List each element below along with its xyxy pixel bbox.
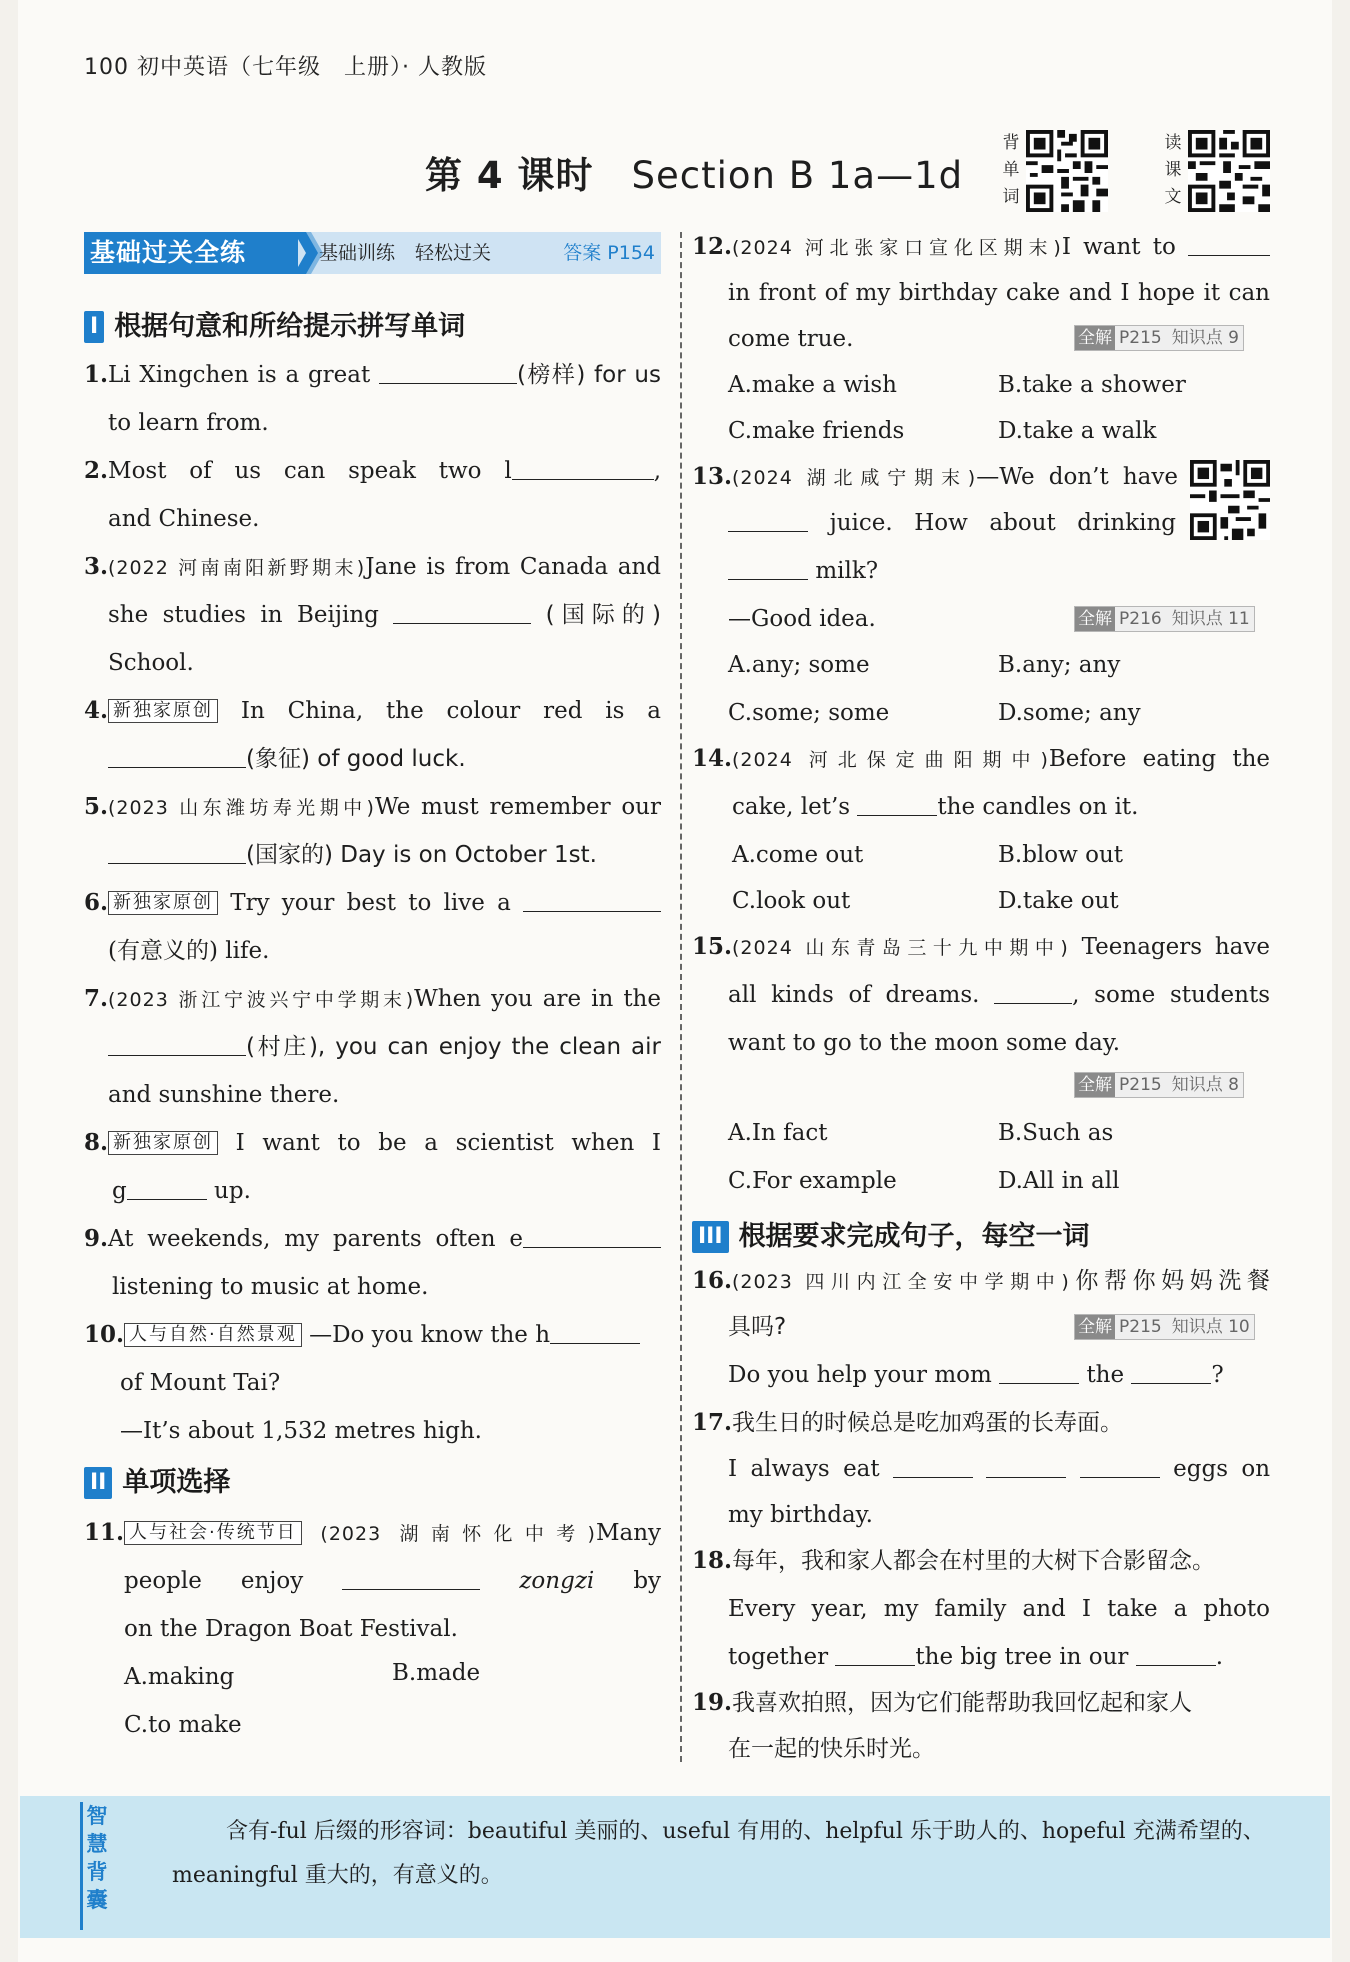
qr-code-icon bbox=[1188, 130, 1270, 212]
question-5-line-2: (国家的) Day is on October 1st. bbox=[108, 840, 597, 870]
answer-blank[interactable] bbox=[1188, 233, 1270, 256]
section-title: Section B 1a—1d bbox=[631, 154, 964, 197]
question-2-line-2: and Chinese. bbox=[108, 506, 260, 532]
option-13-b[interactable]: B.any; any bbox=[998, 652, 1121, 678]
question-15-line-2: all kinds of dreams. , some students bbox=[728, 982, 1270, 1008]
option-15-b[interactable]: B.Such as bbox=[998, 1120, 1114, 1146]
qr-label-words: 背 单 词 bbox=[1002, 133, 1020, 207]
question-18-line-3: together the big tree in our . bbox=[728, 1644, 1224, 1670]
question-17-line-3: my birthday. bbox=[728, 1502, 873, 1528]
question-3-line-1: 3.(2022 河南南阳新野期末)Jane is from Canada and bbox=[84, 553, 661, 580]
question-13-line-1: 13.(2024 湖北咸宁期末)—We don’t have bbox=[692, 463, 1178, 490]
question-1-line-2: to learn from. bbox=[108, 410, 269, 436]
question-13-line-4: —Good idea. bbox=[728, 606, 876, 632]
question-11-line-1: 11. 人与社会·传统节日 (2023 湖南怀化中考)Many bbox=[84, 1519, 661, 1546]
banner-subtitle: 基础训练 轻松过关 bbox=[319, 242, 492, 264]
column-divider bbox=[680, 232, 682, 1762]
tip-line-2: meaningful 重大的，有意义的。 bbox=[172, 1863, 503, 1888]
answer-blank[interactable] bbox=[393, 601, 531, 624]
question-6-line-2: (有意义的) life. bbox=[108, 938, 270, 964]
question-4-line-1: 4. 新独家原创 In China, the colour red is a bbox=[84, 697, 661, 724]
question-18-line-1: 18.每年，我和家人都会在村里的大树下合影留念。 bbox=[692, 1547, 1216, 1574]
option-15-d[interactable]: D.All in all bbox=[998, 1168, 1120, 1194]
answer-page-ref[interactable]: 答案 P154 bbox=[563, 242, 655, 264]
option-14-c[interactable]: C.look out bbox=[732, 888, 851, 914]
question-19-line-2: 在一起的快乐时光。 bbox=[728, 1736, 935, 1762]
answer-blank[interactable] bbox=[728, 557, 808, 580]
option-13-d[interactable]: D.some; any bbox=[998, 700, 1141, 726]
banner-label: 基础过关全练 bbox=[84, 232, 298, 274]
question-13-line-2: juice. How about drinking bbox=[728, 508, 1176, 538]
answer-blank[interactable] bbox=[379, 361, 517, 384]
question-16-line-2: 具吗? bbox=[728, 1314, 787, 1340]
answer-blank[interactable] bbox=[523, 1225, 661, 1248]
tip-line-1: 含有-ful 后缀的形容词：beautiful 美丽的、useful 有用的、helpful 乐于助人的、hopeful 充满希望的、 bbox=[226, 1819, 1265, 1844]
answer-blank[interactable] bbox=[108, 745, 246, 768]
answer-blank[interactable] bbox=[512, 457, 654, 480]
question-7-line-3: and sunshine there. bbox=[108, 1082, 340, 1108]
section-heading-3: III 根据要求完成句子，每空一词 bbox=[692, 1214, 1090, 1253]
tag-topic: 人与自然·自然景观 bbox=[124, 1323, 302, 1347]
question-7-line-1: 7.(2023 浙江宁波兴宁中学期末)When you are in the bbox=[84, 985, 661, 1012]
reference-badge[interactable]: 全解 P215 知识点 8 bbox=[1074, 1072, 1244, 1098]
option-14-d[interactable]: D.take out bbox=[998, 888, 1119, 914]
question-17-line-2: I always eat eggs on bbox=[728, 1456, 1270, 1482]
question-9-line-1: 9.At weekends, my parents often e bbox=[84, 1224, 661, 1254]
answer-blank[interactable] bbox=[127, 1177, 207, 1200]
lesson-title bbox=[425, 145, 963, 199]
reference-badge[interactable]: 全解 P216 知识点 11 bbox=[1074, 606, 1255, 632]
qr-code-question-13[interactable] bbox=[1190, 460, 1270, 540]
tag-original: 新独家原创 bbox=[108, 891, 218, 915]
tag-topic: 人与社会·传统节日 bbox=[124, 1521, 302, 1545]
option-12-a[interactable]: A.make a wish bbox=[728, 372, 897, 398]
question-1-line-1: 1.Li Xingchen is a great (榜样) for us bbox=[84, 361, 661, 388]
option-15-a[interactable]: A.In fact bbox=[728, 1120, 828, 1146]
answer-blank[interactable] bbox=[1080, 1455, 1160, 1478]
question-7-line-2: (村庄), you can enjoy the clean air bbox=[108, 1032, 661, 1062]
question-18-line-2: Every year, my family and I take a photo bbox=[728, 1596, 1270, 1622]
question-8-line-2: g up. bbox=[112, 1178, 251, 1204]
option-11-a[interactable]: A.making bbox=[124, 1664, 235, 1690]
qr-code-text[interactable] bbox=[1188, 130, 1270, 212]
qr-code-icon bbox=[1190, 460, 1270, 540]
tip-box-label: 智 慧 背 囊 bbox=[80, 1802, 111, 1930]
question-12-line-1: 12.(2024 河北张家口宣化区期末)I want to bbox=[692, 232, 1270, 262]
answer-blank[interactable] bbox=[108, 841, 246, 864]
qr-code-words[interactable] bbox=[1026, 130, 1108, 212]
question-10-line-1: 10. 人与自然·自然景观 —Do you know the h bbox=[84, 1320, 640, 1350]
question-17-line-1: 17.我生日的时候总是吃加鸡蛋的长寿面。 bbox=[692, 1409, 1124, 1436]
answer-blank[interactable] bbox=[523, 889, 661, 912]
tag-original: 新独家原创 bbox=[108, 699, 218, 723]
answer-blank[interactable] bbox=[999, 1361, 1079, 1384]
question-5-line-1: 5.(2023 山东潍坊寿光期中)We must remember our bbox=[84, 793, 661, 820]
question-14-line-2: cake, let’s the candles on it. bbox=[732, 794, 1139, 820]
section-heading-1: I 根据句意和所给提示拼写单词 bbox=[84, 304, 465, 343]
option-11-b[interactable]: B.made bbox=[392, 1660, 481, 1686]
option-14-b[interactable]: B.blow out bbox=[998, 842, 1124, 868]
question-4-line-2: (象征) of good luck. bbox=[108, 744, 466, 774]
question-13-line-3: milk? bbox=[728, 556, 878, 586]
answer-blank[interactable] bbox=[994, 981, 1072, 1004]
option-15-c[interactable]: C.For example bbox=[728, 1168, 897, 1194]
option-13-a[interactable]: A.any; some bbox=[728, 652, 870, 678]
question-11-line-2: people enjoy zongzi by bbox=[124, 1568, 661, 1594]
lesson-number: 第 4 课时 bbox=[425, 154, 594, 197]
question-2-line-1: 2.Most of us can speak two l , bbox=[84, 457, 661, 484]
reference-badge[interactable]: 全解 P215 知识点 9 bbox=[1074, 325, 1244, 351]
question-12-line-3: come true. bbox=[728, 326, 854, 352]
tag-original: 新独家原创 bbox=[108, 1131, 218, 1155]
question-15-line-1: 15.(2024 山东青岛三十九中期中) Teenagers have bbox=[692, 933, 1270, 960]
question-6-line-1: 6. 新独家原创 Try your best to live a bbox=[84, 888, 661, 918]
question-10-line-2: of Mount Tai? bbox=[120, 1370, 281, 1396]
question-12-line-2: in front of my birthday cake and I hope it can bbox=[728, 280, 1270, 306]
question-10-line-3: —It’s about 1,532 metres high. bbox=[120, 1418, 482, 1444]
answer-blank[interactable] bbox=[986, 1455, 1066, 1478]
tip-box bbox=[20, 1796, 1330, 1938]
option-14-a[interactable]: A.come out bbox=[732, 842, 864, 868]
qr-code-icon bbox=[1026, 130, 1108, 212]
answer-blank[interactable] bbox=[1131, 1361, 1211, 1384]
answer-blank[interactable] bbox=[893, 1455, 973, 1478]
section-heading-2: II 单项选择 bbox=[84, 1460, 230, 1499]
question-16-line-1: 16.(2023 四川内江全安中学期中)你帮你妈妈洗餐 bbox=[692, 1267, 1270, 1294]
question-14-line-1: 14.(2024 河北保定曲阳期中)Before eating the bbox=[692, 745, 1270, 772]
option-11-c[interactable]: C.to make bbox=[124, 1712, 242, 1738]
question-11-line-3: on the Dragon Boat Festival. bbox=[124, 1616, 458, 1642]
running-header: 100 初中英语（七年级 上册）· 人教版 bbox=[84, 55, 487, 80]
question-3-line-2: she studies in Beijing (国际的) bbox=[108, 602, 661, 628]
answer-blank[interactable] bbox=[342, 1567, 480, 1590]
answer-blank[interactable] bbox=[857, 793, 937, 816]
option-12-c[interactable]: C.make friends bbox=[728, 418, 905, 444]
answer-blank[interactable] bbox=[835, 1643, 915, 1666]
question-9-line-2: listening to music at home. bbox=[112, 1274, 429, 1300]
qr-label-text: 读 课 文 bbox=[1164, 133, 1182, 207]
option-13-c[interactable]: C.some; some bbox=[728, 700, 890, 726]
answer-blank[interactable] bbox=[108, 1033, 246, 1056]
question-15-line-3: want to go to the moon some day. bbox=[728, 1030, 1121, 1056]
question-16-line-3: Do you help your mom the ? bbox=[728, 1362, 1224, 1388]
answer-blank[interactable] bbox=[1136, 1643, 1216, 1666]
answer-blank[interactable] bbox=[550, 1321, 640, 1344]
answer-blank[interactable] bbox=[728, 509, 808, 532]
option-12-d[interactable]: D.take a walk bbox=[998, 418, 1157, 444]
reference-badge[interactable]: 全解 P215 知识点 10 bbox=[1074, 1314, 1255, 1340]
exercise-banner bbox=[84, 232, 661, 274]
option-12-b[interactable]: B.take a shower bbox=[998, 372, 1186, 398]
question-19-line-1: 19.我喜欢拍照，因为它们能帮助我回忆起和家人 bbox=[692, 1689, 1193, 1716]
question-8-line-1: 8. 新独家原创 I want to be a scientist when I bbox=[84, 1129, 661, 1156]
question-3-line-3: School. bbox=[108, 650, 194, 676]
